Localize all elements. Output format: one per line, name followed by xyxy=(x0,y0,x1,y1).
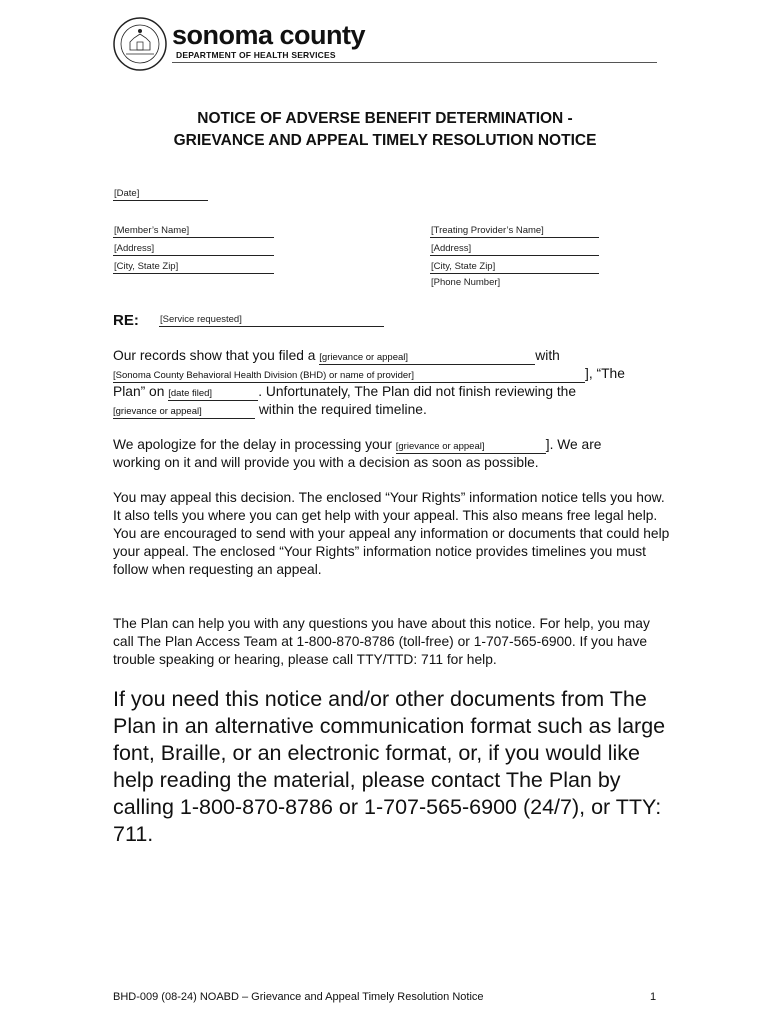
provider-phone-field: [Phone Number] xyxy=(431,277,501,288)
member-city-field: [City, State Zip] xyxy=(113,260,274,274)
page-number: 1 xyxy=(650,991,657,1003)
page-title-line1: NOTICE OF ADVERSE BENEFIT DETERMINATION - xyxy=(197,110,573,127)
service-requested-field: [Service requested] xyxy=(159,313,384,327)
p1-text-a: Our records show that you filed a xyxy=(113,348,320,363)
p2-grievance-field: [grievance or appeal] xyxy=(396,441,546,454)
p1-text-d: Plan” on xyxy=(113,384,169,399)
p1-provider-field: [Sonoma County Behavioral Health Division (BHD) or name of provider] xyxy=(113,370,585,383)
member-address-field: [Address] xyxy=(113,242,274,256)
page-title-line2: GRIEVANCE AND APPEAL TIMELY RESOLUTION NOTICE xyxy=(173,132,597,149)
p1-grievance-field: [grievance or appeal] xyxy=(319,352,535,365)
p1-grievance-field-2: [grievance or appeal] xyxy=(113,406,255,419)
re-label: RE: xyxy=(113,312,139,329)
date-field: [Date] xyxy=(113,187,208,201)
p1-text-c: ], “The xyxy=(585,366,625,381)
p2-text-a: We apologize for the delay in processing your xyxy=(113,437,396,452)
header-divider xyxy=(172,62,657,63)
alternative-format-paragraph: If you need this notice and/or other documents from The Plan in an alternative communication format such as large font, Braille, or an electronic format, or, if you would like help reading the material, please contact The Plan by calling 1-800-870-8786 or 1-707-565-6900 (24/7), or TTY: 711. xyxy=(113,687,666,846)
p1-text-e: . Unfortunately, The Plan did not finish reviewing the xyxy=(258,384,577,399)
provider-address-field: [Address] xyxy=(430,242,599,256)
p1-date-filed-field: [date filed] xyxy=(168,388,258,401)
member-name-field: [Member’s Name] xyxy=(113,224,274,238)
logo-subtitle: DEPARTMENT OF HEALTH SERVICES xyxy=(176,50,336,60)
records-paragraph xyxy=(113,347,673,419)
provider-city-field: [City, State Zip] xyxy=(430,260,599,274)
p2-text-c: working on it and will provide you with a decision as soon as possible. xyxy=(113,455,539,470)
p1-text-b: with xyxy=(535,348,560,363)
p2-text-b: ]. We are xyxy=(545,437,602,452)
apology-paragraph xyxy=(113,436,673,472)
p1-text-f: within the required timeline. xyxy=(255,402,427,417)
footer-doc-id: BHD-009 (08-24) NOABD – Grievance and Appeal Timely Resolution Notice xyxy=(113,991,484,1003)
logo-wordmark: sonoma county xyxy=(172,20,366,50)
provider-name-field: [Treating Provider’s Name] xyxy=(430,224,599,238)
county-seal-logo xyxy=(112,16,168,72)
help-paragraph: The Plan can help you with any questions you have about this notice. For help, you may call The Plan Access Team at 1-800-870-8786 (toll-free) or 1-707-565-6900. If you have trouble speaking or hearing, please call TTY/TTD: 711 for help. xyxy=(113,616,650,667)
appeal-rights-paragraph: You may appeal this decision. The enclosed “Your Rights” information notice tells you how. It also tells you where you can get help with your appeal. This also means free legal help. You are encouraged to send with your appeal any information or documents that could help your appeal. The enclosed “Your Rights” information notice provides timelines you must follow when requesting an appeal. xyxy=(113,490,670,577)
